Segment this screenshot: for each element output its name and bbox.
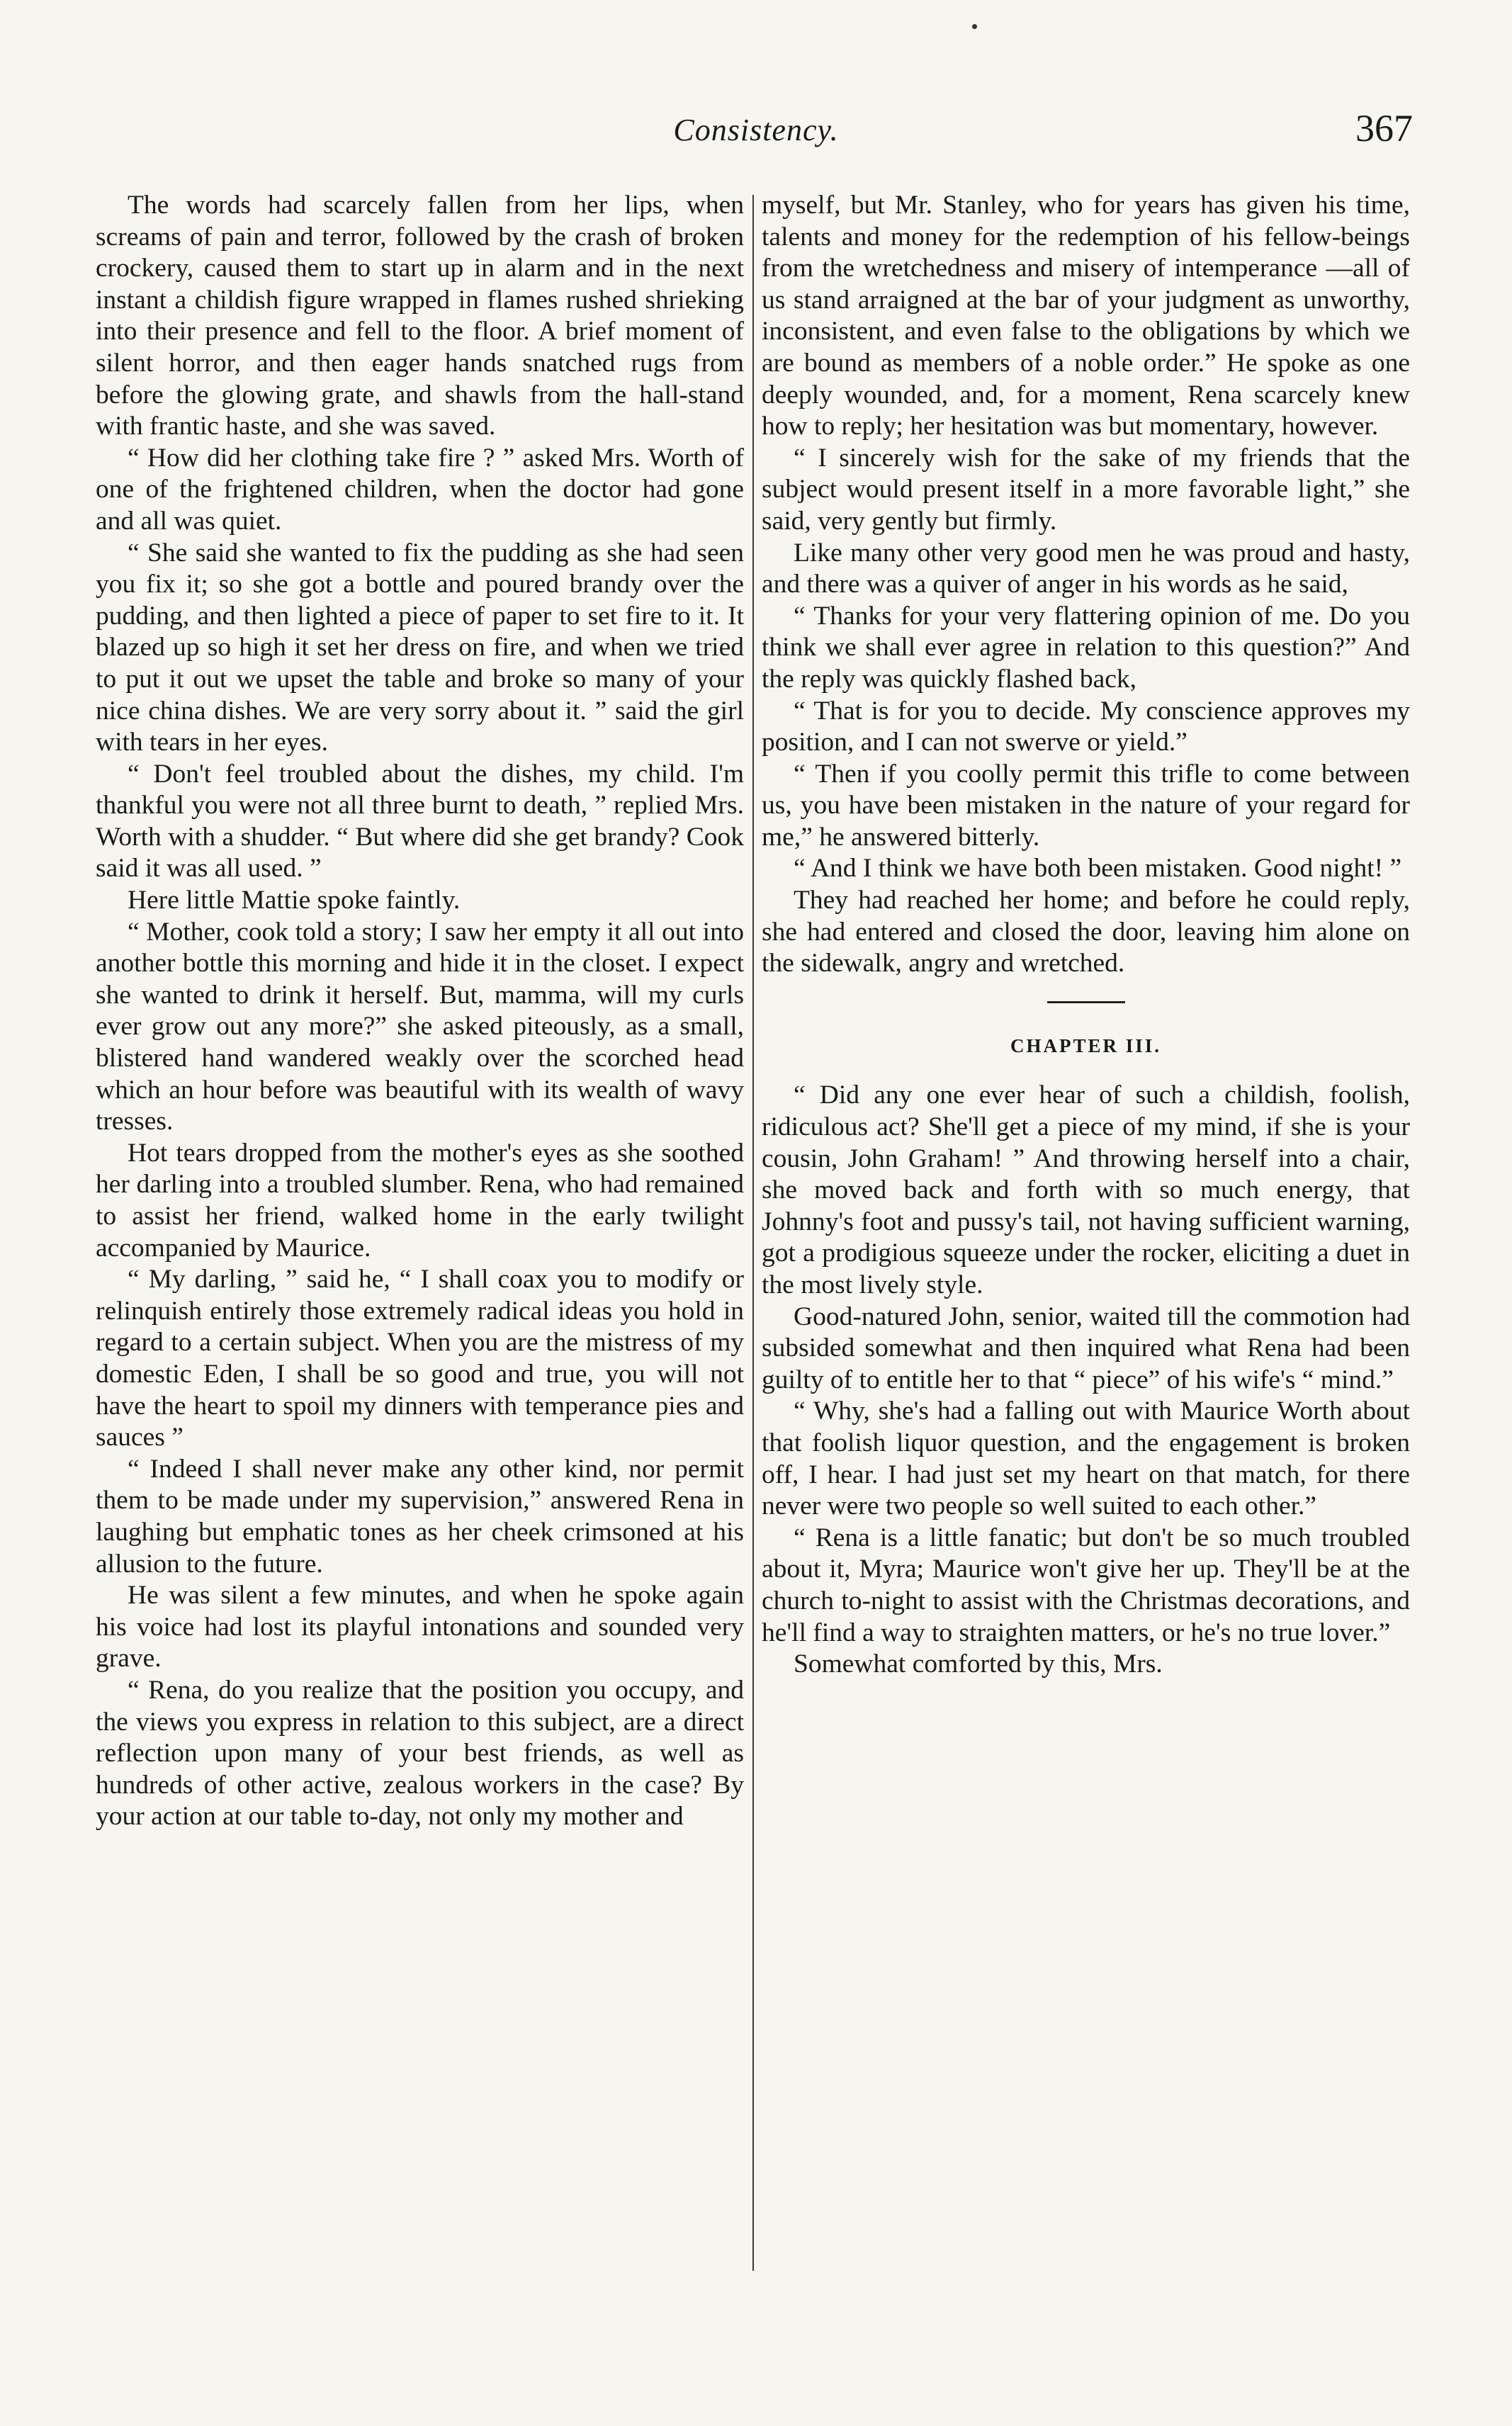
column-divider (752, 195, 754, 2271)
paragraph: “ I sincerely wish for the sake of my friends that the subject would present itself in a more favorable light,” she said, very gently but firmly. (762, 443, 1410, 536)
section-rule (1047, 1001, 1125, 1003)
paragraph: “ Why, she's had a falling out with Maurice Worth about that foolish liquor question, and the engagement is broken off, I hear. I had just set my heart on that match, for there never were two people so well suited to each other.” (762, 1397, 1410, 1521)
paragraph: Like many other very good men he was proud and hasty, and there was a quiver of anger in his words as he said, (762, 538, 1410, 599)
paragraph: “ Indeed I shall never make any other kind, nor permit them to be made under my supervision,” answered Rena in laughing but emphatic tones as her cheek crimsoned at his allusion to the future. (96, 1454, 744, 1579)
paragraph: “ Mother, cook told a story; I saw her empty it all out into another bottle this morning and hide it in the closet. I expect she wanted to drink it herself. But, mamma, will my curls ever grow out any more?” she asked piteously, as a small, blistered hand wandered weakly over the scorched head which an hour before was beautiful with its wealth of wavy tresses. (96, 917, 744, 1136)
paragraph: “ Rena is a little fanatic; but don't be so much troubled about it, Myra; Maurice won't give her up. They'll be at the church to-night to assist with the Christmas decorations, and he'll find a way to straighten matters, or he's no true lover.” (762, 1523, 1410, 1647)
paragraph: “ How did her clothing take fire ? ” asked Mrs. Worth of one of the frightened children, when the doctor had gone and all was quiet. (96, 443, 744, 536)
page-number: 367 (1355, 107, 1413, 149)
paragraph: myself, but Mr. Stanley, who for years has given his time, talents and money for the redemption of his fellow-beings from the wretchedness and misery of intemperance —all of us stand arraigned at the bar of your judgment as unworthy, inconsistent, and even false to the obligations by which we are bound as members of a noble order.” He spoke as one deeply wounded, and, for a moment, Rena scarcely knew how to reply; her hesitation was but momentary, however. (762, 191, 1410, 441)
paragraph: Good-natured John, senior, waited till the commotion had subsided somewhat and then inquired what Rena had been guilty of to entitle her to that “ piece” of his wife's “ mind.” (762, 1302, 1410, 1394)
paragraph: “ Then if you coolly permit this trifle to come between us, you have been mistaken in the nature of your regard for me,” he answered bitterly. (762, 759, 1410, 852)
chapter-heading: CHAPTER III. (1010, 1034, 1162, 1056)
running-title: Consistency. (673, 113, 839, 147)
paragraph: He was silent a few minutes, and when he spoke again his voice had lost its playful intonations and sounded very grave. (96, 1581, 744, 1674)
paragraph: “ Rena, do you realize that the position you occupy, and the views you express in relation to this subject, are a direct reflection upon many of your best friends, as well as hundreds of other active, zealous workers in the case? By your action at our table to-day, not only my mother and (96, 1675, 744, 1832)
paragraph: “ Thanks for your very flattering opinion of me. Do you think we shall ever agree in relation to this question?” And the reply was quickly flashed back, (762, 601, 1410, 694)
left-column (96, 190, 744, 1833)
ink-speck (972, 24, 977, 29)
paragraph: Here little Mattie spoke faintly. (128, 886, 461, 915)
paragraph: Somewhat comforted by this, Mrs. (794, 1649, 1163, 1679)
paragraph: “ My darling, ” said he, “ I shall coax you to modify or relinquish entirely those extremely radical ideas you hold in regard to a certain subject. When you are the mistress of my domestic Eden, I shall be so good and true, you will not have the heart to spoil my dinners with temperance pies and sauces ” (96, 1265, 744, 1452)
paragraph: “ She said she wanted to fix the pudding as she had seen you fix it; so she got a bottle and poured brandy over the pudding, and then lighted a piece of paper to set fire to it. It blazed up so high it set her dress on fire, and when we tried to put it out we upset the table and broke so many of your nice china dishes. We are very sorry about it. ” said the girl with tears in her eyes. (96, 538, 744, 757)
paragraph: The words had scarcely fallen from her lips, when screams of pain and terror, followed by the crash of broken crockery, caused them to start up in alarm and in the next instant a childish figure wrapped in flames rushed shrieking into their presence and fell to the floor. A brief moment of silent horror, and then eager hands snatched rugs from before the glowing grate, and shawls from the hall-stand with frantic haste, and she was saved. (96, 191, 744, 441)
paragraph: “ Did any one ever hear of such a childish, foolish, ridiculous act? She'll get a piece of my mind, if she is your cousin, John Graham! ” And throwing herself into a chair, she moved back and forth with so much energy, that Johnny's foot and pussy's tail, not having sufficient warning, got a prodigious squeeze under the rocker, eliciting a duet in the most lively style. (762, 1081, 1410, 1299)
paragraph: “ And I think we have both been mistaken. Good night! ” (794, 854, 1402, 884)
paragraph: “ That is for you to decide. My conscience approves my position, and I can not swerve or yield.” (762, 696, 1410, 757)
right-column (762, 190, 1410, 1681)
paragraph: “ Don't feel troubled about the dishes, my child. I'm thankful you were not all three burnt to death, ” replied Mrs. Worth with a shudder. “ But where did she get brandy? Cook said it was all used. ” (96, 759, 744, 884)
running-head (0, 106, 1512, 156)
paragraph: Hot tears dropped from the mother's eyes as she soothed her darling into a troubled slumber. Rena, who had remained to assist her friend, walked home in the early twilight accompanied by Maurice. (96, 1138, 744, 1263)
paragraph: They had reached her home; and before he could reply, she had entered and closed the door, leaving him alone on the sidewalk, angry and wretched. (762, 886, 1410, 978)
